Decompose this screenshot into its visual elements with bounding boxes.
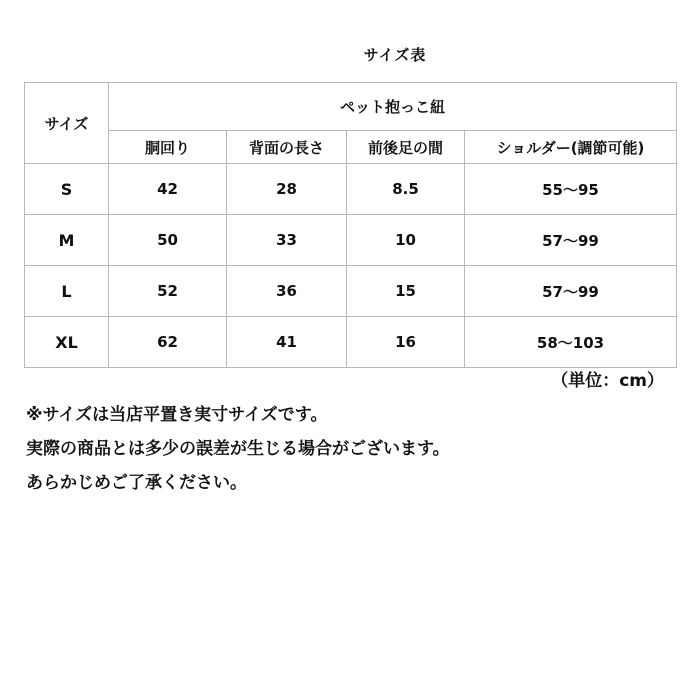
back-length-value: 33 [227, 215, 347, 266]
back-length-value: 28 [227, 164, 347, 215]
column-header-leg-gap: 前後足の間 [347, 131, 465, 164]
shoulder-value: 55〜95 [465, 164, 677, 215]
table-row [25, 215, 677, 266]
leg-gap-value: 15 [347, 266, 465, 317]
size-column-header: サイズ [25, 83, 109, 164]
table-row [25, 266, 677, 317]
leg-gap-value: 16 [347, 317, 465, 368]
size-label: S [25, 164, 109, 215]
waist-value: 52 [109, 266, 227, 317]
table-row [25, 317, 677, 368]
note-line: 実際の商品とは多少の誤差が生じる場合がございます。 [26, 439, 450, 459]
page-title: サイズ表 [363, 46, 427, 64]
table-header-row [25, 83, 677, 131]
leg-gap-value: 10 [347, 215, 465, 266]
table-row [25, 164, 677, 215]
back-length-value: 41 [227, 317, 347, 368]
column-header-waist: 胴回り [109, 131, 227, 164]
waist-value: 50 [109, 215, 227, 266]
size-label: XL [25, 317, 109, 368]
size-label: L [25, 266, 109, 317]
unit-note: （単位：cm） [551, 371, 664, 391]
shoulder-value: 57〜99 [465, 266, 677, 317]
notes-block [26, 398, 450, 500]
note-line: ※サイズは当店平置き実寸サイズです。 [26, 405, 328, 425]
back-length-value: 36 [227, 266, 347, 317]
group-header: ペット抱っこ紐 [109, 83, 677, 131]
note-line: あらかじめご了承ください。 [26, 473, 247, 493]
leg-gap-value: 8.5 [347, 164, 465, 215]
shoulder-value: 58〜103 [465, 317, 677, 368]
column-header-shoulder: ショルダー(調節可能) [465, 131, 677, 164]
size-label: M [25, 215, 109, 266]
waist-value: 42 [109, 164, 227, 215]
size-table [24, 82, 677, 368]
column-header-back-length: 背面の長さ [227, 131, 347, 164]
table-subheader-row [25, 131, 677, 164]
shoulder-value: 57〜99 [465, 215, 677, 266]
waist-value: 62 [109, 317, 227, 368]
